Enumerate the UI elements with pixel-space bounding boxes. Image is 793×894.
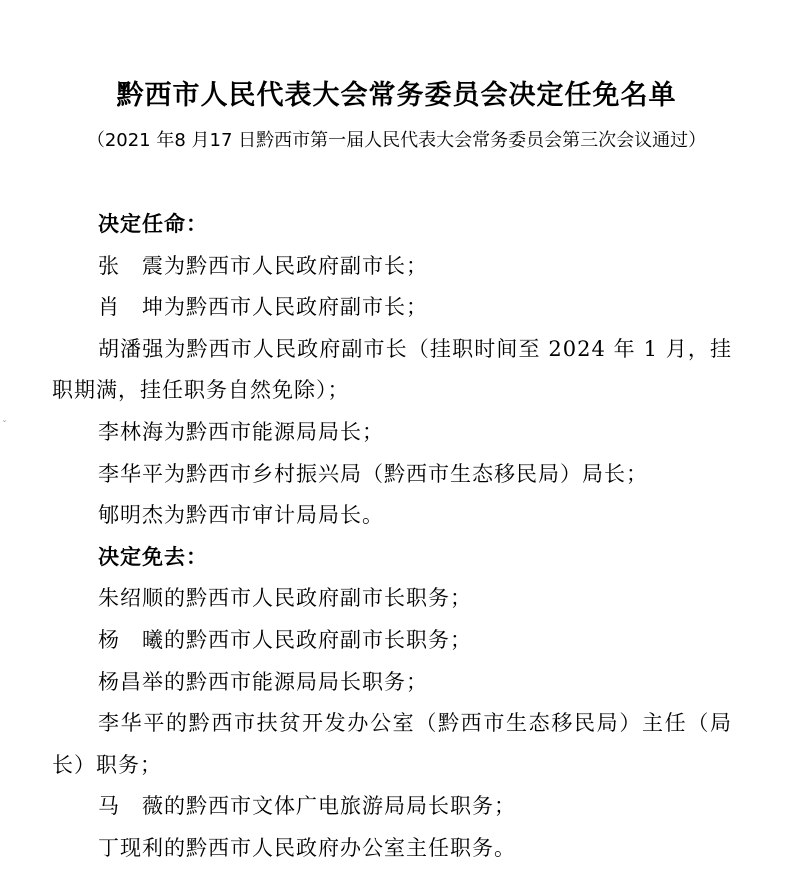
appointment-item: 肖 坤为黔西市人民政府副市长； xyxy=(98,295,428,320)
margin-mark: ˇ xyxy=(2,420,7,431)
removal-item: 杨 曦的黔西市人民政府副市长职务； xyxy=(98,627,472,652)
appointment-item: 胡潘强为黔西市人民政府副市长（挂职时间至 2024 年 1 月，挂职期满，挂任职务自然免除）； xyxy=(52,336,732,403)
document-body xyxy=(52,204,732,870)
removal-item: 李华平的黔西市扶贫开发办公室（黔西市生态移民局）主任（局长）职务； xyxy=(52,711,732,777)
document-subtitle: （2021 年8 月17 日黔西市第一届人民代表大会常务委员会第三次会议通过） xyxy=(86,130,707,151)
removal-item: 朱绍顺的黔西市人民政府副市长职务； xyxy=(98,586,472,611)
removal-item: 丁现利的黔西市人民政府办公室主任职务。 xyxy=(98,835,516,860)
appointment-item: 张 震为黔西市人民政府副市长； xyxy=(98,253,428,278)
removal-item: 马 薇的黔西市文体广电旅游局局长职务； xyxy=(98,794,516,819)
appointments-heading: 决定任命： xyxy=(98,212,208,236)
appointment-item: 李华平为黔西市乡村振兴局（黔西市生态移民局）局长； xyxy=(98,461,648,486)
appointment-item: 李林海为黔西市能源局局长； xyxy=(98,419,384,444)
appointment-item: 郇明杰为黔西市审计局局长。 xyxy=(98,503,384,528)
removal-item: 杨昌举的黔西市能源局局长职务； xyxy=(98,669,428,694)
document-title: 黔西市人民代表大会常务委员会决定任免名单 xyxy=(116,80,677,111)
removals-heading: 决定免去： xyxy=(98,544,208,569)
